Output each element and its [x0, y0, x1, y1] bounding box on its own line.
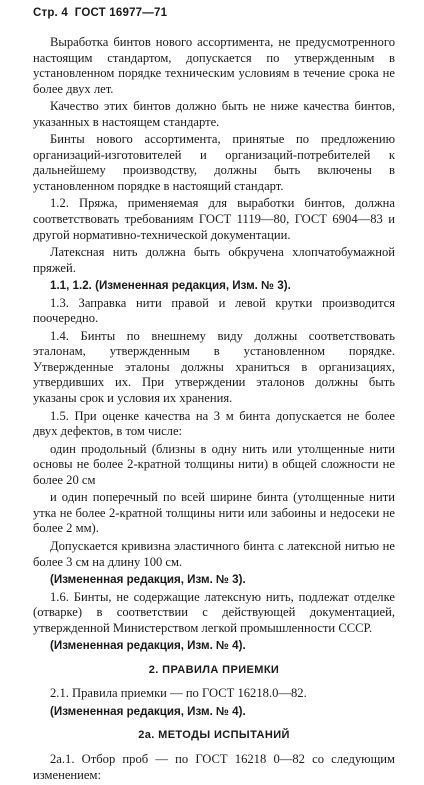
paragraph: 1.6. Бинты, не содержащие латексную нить, подлежат отделке (отварке) в соответствии с действующей документацией, утвержденной Министерством легкой промышленности СССР. [33, 589, 395, 635]
paragraph: 1.3. Заправка нити правой и левой крутки производится поочередно. [33, 295, 395, 326]
standard-number: ГОСТ 16977—71 [74, 7, 168, 19]
page-header [33, 7, 167, 19]
paragraph: 2а.1. Отбор проб — по ГОСТ 16218 0—82 со следующим изменением: [33, 751, 395, 782]
document-body [33, 35, 395, 785]
paragraph: 1.4. Бинты по внешнему виду должны соответствовать эталонам, утвержденным в установленном порядке. Утвержденные эталоны должны храниться в организациях, утвердивших их. При утверждении эталонов должны быть указаны срок и условия их хранения. [33, 328, 395, 406]
paragraph: 1.5. При оценке качества на 3 м бинта допускается не более двух дефектов, в том числе: [33, 408, 395, 439]
amendment-note: (Измененная редакция, Изм. № 3). [50, 573, 246, 587]
paragraph: Качество этих бинтов должно быть не ниже качества бинтов, указанных в настоящем стандарте. [33, 99, 395, 129]
amendment-note: 1.1, 1.2. (Измененная редакция, Изм. № 3). [50, 279, 291, 293]
page-number: Стр. 4 [33, 7, 68, 19]
amendment-note: (Измененная редакция, Изм. № 4). [50, 704, 246, 718]
paragraph: Выработка бинтов нового ассортимента, не предусмотренного настоящим стандартом, допускается по утвержденным в установленном порядке техническим условиям в течение срока не более двух лет. [33, 35, 395, 96]
paragraph: Латексная нить должна быть обкручена хлопчатобумажной пряжей. [33, 245, 395, 275]
section-title: 2. ПРАВИЛА ПРИЕМКИ [148, 663, 280, 676]
paragraph: 1.2. Пряжа, применяемая для выработки бинтов, должна соответствовать требованиям ГОСТ 1119—80, ГОСТ 6904—83 и другой нормативно-технической документации. [33, 196, 395, 242]
paragraph: один продольный (близны в одну нить или утолщенные нити основы не более 2-кратной толщины нити) в общей сложности не более 20 см [33, 441, 395, 487]
section-title: 2а. МЕТОДЫ ИСПЫТАНИЙ [138, 729, 290, 742]
paragraph: Допускается кривизна эластичного бинта с латексной нитью не более 3 см на длину 100 см. [33, 538, 395, 569]
paragraph: Бинты нового ассортимента, принятые по предложению организаций-изготовителей и организаций-потребителей к дальнейшему производству, должны быть включены в установленном порядке в настоящий стандарт. [33, 132, 395, 193]
paragraph: 2.1. Правила приемки — по ГОСТ 16218.0—82. [50, 686, 307, 701]
paragraph: и один поперечный по всей ширине бинта (утолщенные нити утка не более 2-кратной толщины нити или забоины и недосеки не более 2 мм). [33, 490, 395, 536]
amendment-note: (Измененная редакция, Изм. № 4). [50, 639, 246, 653]
